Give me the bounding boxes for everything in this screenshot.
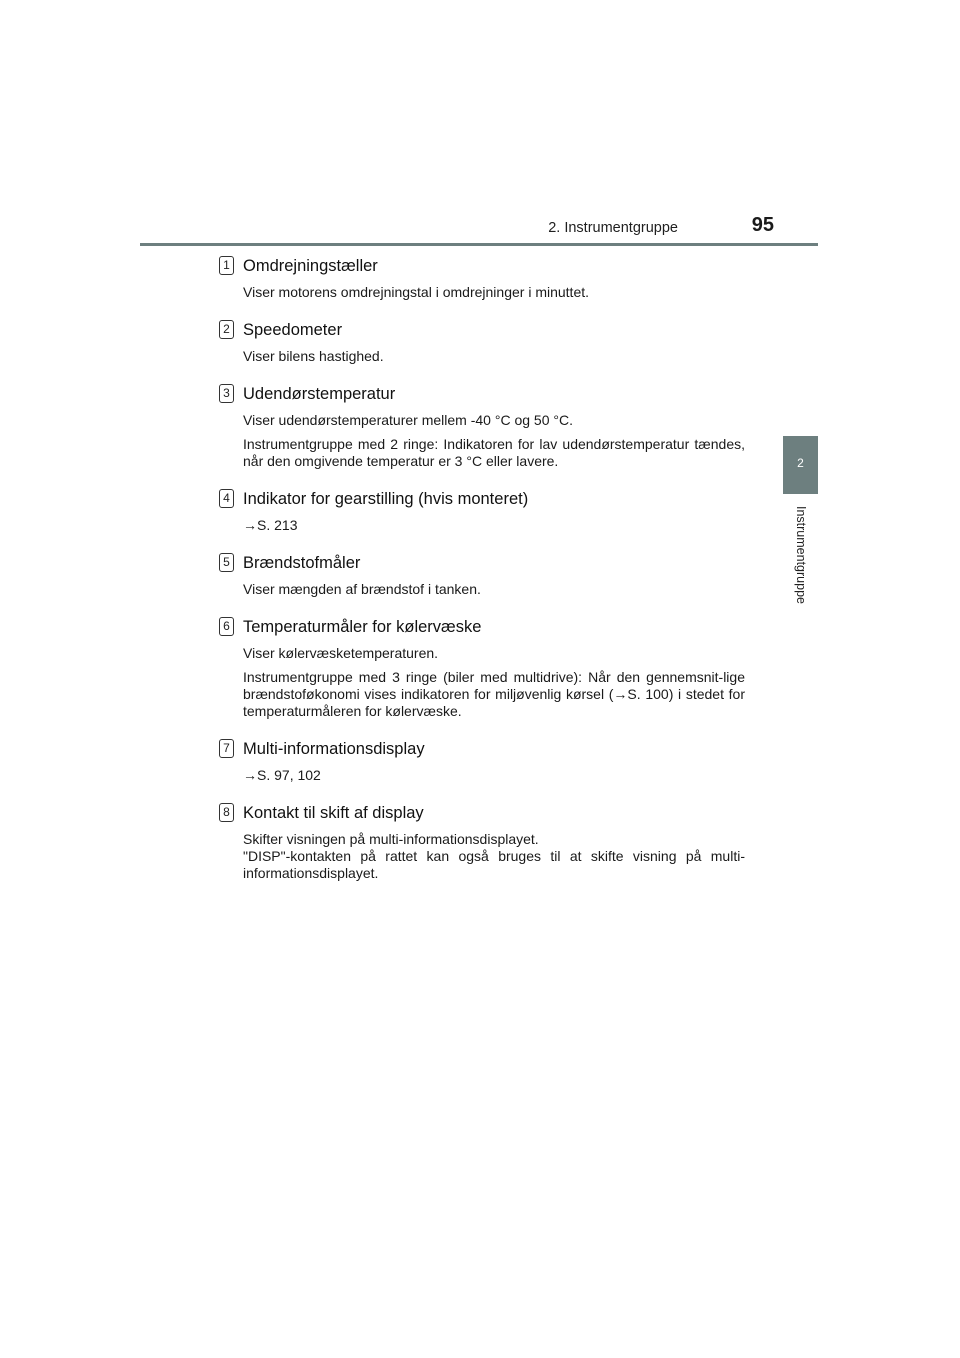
chapter-tab	[783, 436, 818, 494]
item-description: Viser mængden af brændstof i tanken.	[243, 581, 481, 597]
item-number: 2	[219, 320, 234, 339]
list-item	[219, 485, 745, 549]
item-description: Instrumentgruppe med 3 ringe (biler med multidrive): Når den gennemsnit-lige brændstoføkonomi vises indikatoren for miljøvenlig kørsel (→S. 100) i stedet for temperaturmåleren for kølervæske.	[243, 669, 745, 719]
item-number: 6	[219, 617, 234, 636]
item-number: 7	[219, 739, 234, 758]
section-title: 2. Instrumentgruppe	[548, 220, 678, 236]
item-title: Multi-informationsdisplay	[243, 739, 425, 758]
page-reference-link[interactable]: →S. 97, 102	[243, 767, 321, 783]
item-title: Udendørstemperatur	[243, 384, 396, 403]
page-header	[140, 214, 818, 246]
item-number: 4	[219, 489, 234, 508]
list-item	[219, 613, 745, 735]
item-list	[219, 252, 745, 897]
item-description: Viser bilens hastighed.	[243, 348, 384, 364]
item-description: Viser udendørstemperaturer mellem -40 °C og 50 °C.	[243, 412, 573, 428]
item-description: Skifter visningen på multi-informationsdisplayet. "DISP"-kontakten på rattet kan også bruges til at skifte visning på multi-informationsdisplayet.	[243, 831, 745, 881]
list-item	[219, 252, 745, 316]
item-title: Temperaturmåler for kølervæske	[243, 617, 482, 636]
page-reference-link[interactable]: →S. 213	[243, 517, 298, 533]
header-rule	[140, 243, 818, 246]
chapter-number: 2	[797, 456, 804, 470]
item-title: Kontakt til skift af display	[243, 803, 424, 822]
list-item	[219, 799, 745, 897]
item-title: Speedometer	[243, 320, 343, 339]
chapter-label: Instrumentgruppe	[794, 506, 808, 604]
item-description: Viser motorens omdrejningstal i omdrejninger i minuttet.	[243, 284, 590, 300]
item-title: Omdrejningstæller	[243, 256, 378, 275]
list-item	[219, 549, 745, 613]
item-number: 8	[219, 803, 234, 822]
item-number: 3	[219, 384, 234, 403]
item-description: Viser kølervæsketemperaturen.	[243, 645, 439, 661]
item-title: Brændstofmåler	[243, 553, 361, 572]
item-title: Indikator for gearstilling (hvis monteret)	[243, 489, 529, 508]
list-item	[219, 735, 745, 799]
item-number: 1	[219, 256, 234, 275]
page-number: 95	[751, 214, 774, 236]
item-description: Instrumentgruppe med 2 ringe: Indikatoren for lav udendørstemperatur tændes, når den omgivende temperatur er 3 °C eller lavere.	[243, 436, 745, 469]
list-item	[219, 380, 745, 485]
item-number: 5	[219, 553, 234, 572]
list-item	[219, 316, 745, 380]
